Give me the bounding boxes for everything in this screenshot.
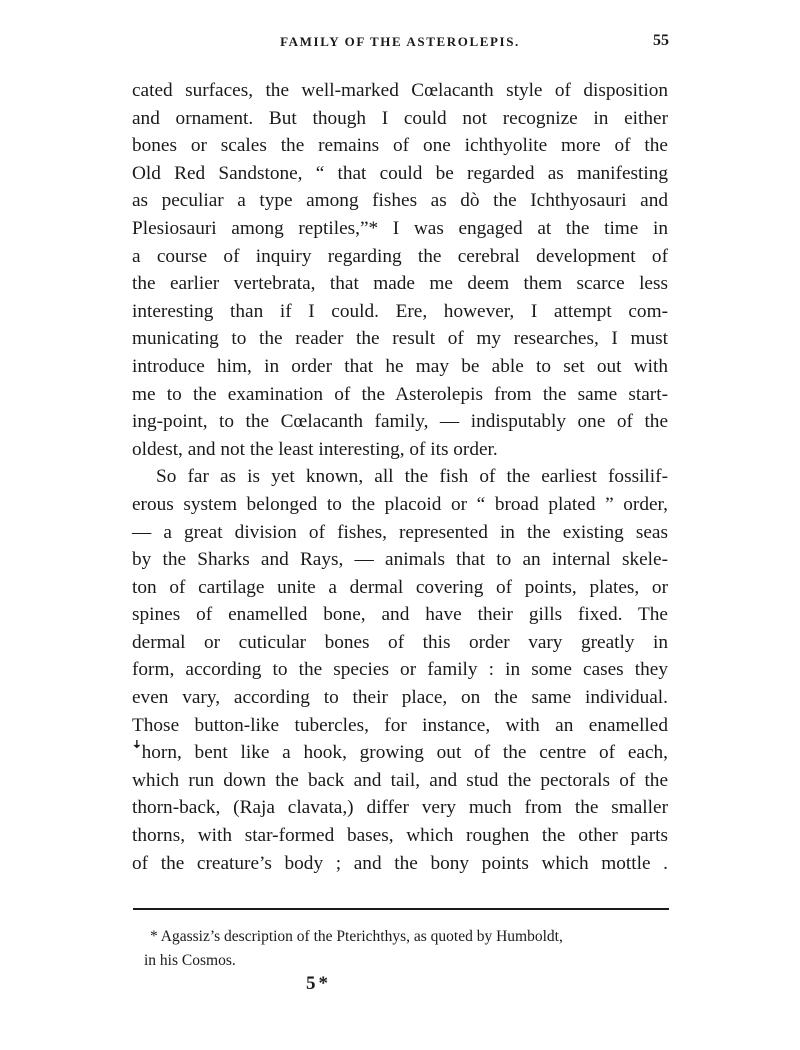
text-line: which run down the back and tail, and stud the pectorals of the xyxy=(132,769,668,791)
text-line: interesting than if I could. Ere, however, I attempt com- xyxy=(132,300,668,322)
text-line: by the Sharks and Rays, — animals that to an internal skele- xyxy=(132,549,668,571)
text-line: thorns, with star-formed bases, which roughen the other parts xyxy=(132,825,668,847)
text-line: Plesiosauri among reptiles,”* I was engaged at the time in xyxy=(132,217,668,239)
page-number: 55 xyxy=(653,32,669,49)
footnote xyxy=(144,925,670,973)
text-line: ton of cartilage unite a dermal covering of points, plates, or xyxy=(132,576,668,598)
text-line: — a great division of fishes, represented in the existing seas xyxy=(132,521,668,543)
text-line: form, according to the species or family : in some cases they xyxy=(132,659,668,681)
text-line: So far as is yet known, all the fish of the earliest fossilif- xyxy=(156,466,668,488)
footnote-rule xyxy=(133,908,669,910)
text-line: Those button-like tubercles, for instance, with an enamelled xyxy=(132,714,668,736)
text-line: ꜜhorn, bent like a hook, growing out of the centre of each, xyxy=(132,742,668,764)
paragraph-2 xyxy=(132,463,668,877)
text-line: municating to the reader the result of my researches, I must xyxy=(132,328,668,350)
text-line: dermal or cuticular bones of this order vary greatly in xyxy=(132,631,668,653)
page-header xyxy=(0,34,800,58)
text-line: Old Red Sandstone, “ that could be regarded as manifesting xyxy=(132,162,668,184)
paragraph-1 xyxy=(132,77,668,463)
text-line: oldest, and not the least interesting, of its order. xyxy=(132,438,498,460)
text-line: even vary, according to their place, on the same individual. xyxy=(132,687,668,709)
text-line: the earlier vertebrata, that made me deem them scarce less xyxy=(132,273,668,295)
text-line: as peculiar a type among fishes as dò the Ichthyosauri and xyxy=(132,190,668,212)
text-line: bones or scales the remains of one ichthyolite more of the xyxy=(132,135,668,157)
text-line: and ornament. But though I could not recognize in either xyxy=(132,107,668,129)
footnote-line: * Agassiz’s description of the Pterichthys, as quoted by Humboldt, xyxy=(150,928,563,945)
running-head: FAMILY OF THE ASTEROLEPIS. xyxy=(280,34,520,49)
text-line: of the creature’s body ; and the bony points which mottle . xyxy=(132,852,668,874)
text-line: erous system belonged to the placoid or “ broad plated ” order, xyxy=(132,493,668,515)
text-line: spines of enamelled bone, and have their gills fixed. The xyxy=(132,604,668,626)
text-line: me to the examination of the Asterolepis from the same start- xyxy=(132,383,668,405)
body-text xyxy=(132,77,668,877)
text-line: thorn-back, (Raja clavata,) differ very much from the smaller xyxy=(132,797,668,819)
text-line: a course of inquiry regarding the cerebral development of xyxy=(132,245,668,267)
text-line: introduce him, in order that he may be able to set out with xyxy=(132,355,668,377)
footnote-line: in his Cosmos. xyxy=(144,952,236,969)
signature-mark: 5* xyxy=(306,973,331,994)
text-line: ing-point, to the Cœlacanth family, — indisputably one of the xyxy=(132,411,668,433)
text-line: cated surfaces, the well-marked Cœlacanth style of disposition xyxy=(132,80,668,101)
